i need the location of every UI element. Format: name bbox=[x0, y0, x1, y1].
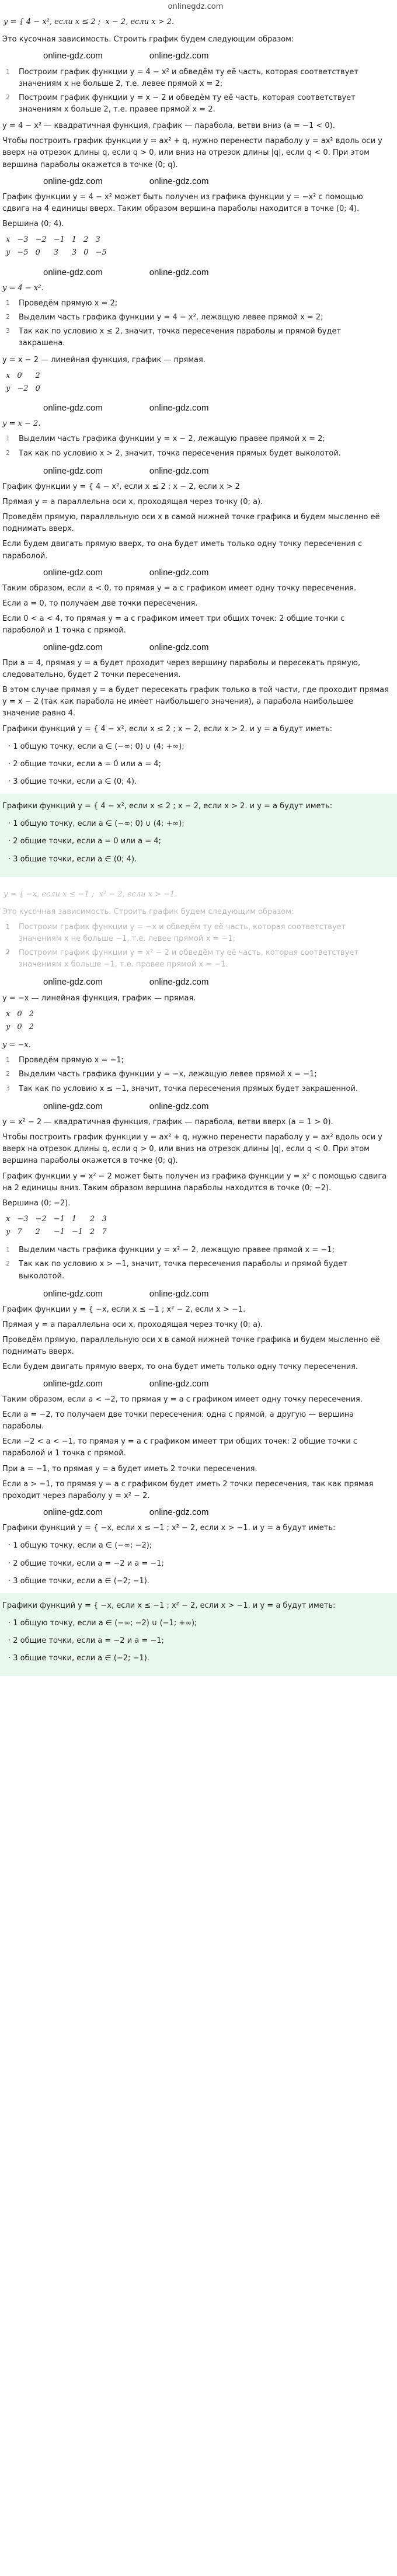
list-item: 3 Так как по условию x ≤ −1, значит, точка пересечения прямых будет закрашенной. bbox=[6, 1084, 358, 1093]
table-row: x 0 2 bbox=[6, 371, 40, 380]
list-item: 1 Проведём прямую x = 2; bbox=[6, 299, 118, 308]
watermark: online-gdz.com bbox=[149, 977, 209, 988]
list-item: 1 Проведём прямую x = −1; bbox=[6, 1056, 124, 1065]
task1-summary bbox=[8, 741, 389, 788]
watermark: online-gdz.com bbox=[149, 567, 209, 578]
task1-answer-block bbox=[0, 794, 397, 877]
watermark: online-gdz.com bbox=[43, 267, 103, 277]
task1-shift-rule: Чтобы построить график функции y = ax² + q, нужно перенести параболу y = ax² вдоль оси y вверх на отрезок длины q, если q > 0, или вниз на отрезок длины |q|, если q < 0. При этом вершина параболы окажется в точке (0; q). bbox=[2, 137, 382, 169]
table-row: x −3 −2 −1 1 2 3 bbox=[6, 235, 100, 245]
watermark: online-gdz.com bbox=[149, 1507, 209, 1517]
watermark: online-gdz.com bbox=[149, 1378, 209, 1389]
list-item: 2 Выделим часть графика функции y = −x, лежащую левее прямой x = −1; bbox=[6, 1070, 317, 1079]
task2-analysis-4: Если a = −2, то получаем две точки пересечения: одна с прямой, а другую — вершина параболы. bbox=[2, 1410, 354, 1431]
task1-graph-label: График функции y = { 4 − x², если x ≤ 2 ; x − 2, если x > 2 bbox=[2, 482, 240, 491]
task2-analysis-6: При a = −1, то прямая y = a будет иметь 2 точки пересечения. bbox=[2, 1464, 257, 1473]
list-item: 1 Выделим часть графика функции y = x − 2, лежащую правее прямой x = 2; bbox=[6, 434, 325, 444]
task1-parabola-info: y = 4 − x² — квадратичная функция, график — парабола, ветви вниз (a = −1 < 0). bbox=[2, 121, 335, 131]
table-row: x 0 2 bbox=[6, 1009, 34, 1018]
list-item: 2 Так как по условию x > 2, значит, точка пересечения прямых будет выколотой. bbox=[6, 449, 341, 458]
task2-answer-block bbox=[0, 1593, 397, 1677]
task2-analysis-7: Если a > −1, то прямая y = a с графиком будет иметь 2 точки пересечения, так как прямая проходит через параболу y = x² − 2. bbox=[2, 1479, 374, 1500]
task2-summary bbox=[8, 1540, 389, 1587]
list-item: 2 Выделим часть графика функции y = 4 − x², лежащую левее прямой x = 2; bbox=[6, 313, 323, 322]
task2-steps3 bbox=[2, 1244, 389, 1282]
list-item: · 3 общие точки, если a ∈ (−2; −1). bbox=[8, 1654, 149, 1663]
task1-vertex: Вершина (0; 4). bbox=[2, 220, 64, 229]
task1-analysis-1: Проведём прямую, параллельную оси x в самой нижней точке графика и будем мысленно её поднимать вверх. bbox=[2, 513, 380, 534]
watermark: online-gdz.com bbox=[43, 642, 103, 652]
list-item: · 1 общую точку, если a ∈ (−∞; −2) ∪ (−1; +∞); bbox=[8, 1618, 197, 1628]
list-item: · 3 общие точки, если a ∈ (−2; −1). bbox=[8, 1576, 149, 1586]
task2-line-info: y = −x — линейная функция, график — прямая. bbox=[2, 993, 196, 1003]
watermark: online-gdz.com bbox=[43, 1378, 103, 1389]
task2-shift-apply: График функции y = x² − 2 может быть получен из графика функции y = x² с помощью сдвига на 2 единицы вниз. Таким образом вершина параболы находится в точке (0; −2). bbox=[2, 1171, 387, 1193]
site-name[interactable]: onlinegdz.com bbox=[168, 2, 224, 11]
watermark: online-gdz.com bbox=[43, 1288, 103, 1299]
watermark: online-gdz.com bbox=[43, 465, 103, 476]
task1-analysis-5: Если 0 < a < 4, то прямая y = a с графиком имеет три общих точек: 2 общие точки с параболой и 1 точка с прямой. bbox=[2, 614, 345, 635]
task1-steps3 bbox=[2, 433, 389, 459]
task2-answer-label: Графики функций y = { −x, если x ≤ −1 ; x² − 2, если x > −1. и y = a будут иметь: bbox=[2, 1601, 336, 1610]
list-item: 2 Построим график функции y = x − 2 и обведём ту её часть, которая соответствует значениям x больше 2, т.е. правее прямой x = 2. bbox=[6, 93, 356, 114]
watermark: online-gdz.com bbox=[149, 1101, 209, 1111]
task2-graph-label: График функции y = { −x, если x ≤ −1 ; x² − 2, если x > −1. bbox=[2, 1305, 246, 1314]
list-item: 1 Выделим часть графика функции y = x² − 2, лежащую правее прямой x = −1; bbox=[6, 1246, 335, 1255]
task2-vertex: Вершина (0; −2). bbox=[2, 1198, 71, 1208]
task2-system: y = { −x, если x ≤ −1 ; x² − 2, если x > −1. bbox=[4, 889, 177, 899]
task1-analysis-4: Если a = 0, то получаем две точки пересечения. bbox=[2, 599, 198, 609]
list-item: · 3 общие точки, если a ∈ (0; 4). bbox=[8, 854, 137, 864]
task2-intro: Это кусочная зависимость. Строить график будем следующим образом: bbox=[2, 907, 294, 916]
task1-value-table bbox=[5, 234, 113, 259]
list-item: · 2 общие точки, если a = −2 и a = −1; bbox=[8, 1559, 164, 1568]
watermark: online-gdz.com bbox=[43, 567, 103, 578]
task2-analysis-2: Если будем двигать прямую вверх, то она будет иметь только одну точку пересечения. bbox=[2, 1362, 358, 1372]
task2-line-func: y = −x. bbox=[2, 1041, 31, 1050]
watermark: online-gdz.com bbox=[149, 1288, 209, 1299]
task2-analysis-1: Проведём прямую, параллельную оси x в самой нижней точке графика и будем мысленно её поднимать вверх. bbox=[2, 1336, 380, 1357]
task1-line-table bbox=[5, 370, 46, 395]
list-item: · 3 общие точки, если a ∈ (0; 4). bbox=[8, 777, 137, 786]
task2-shift-rule: Чтобы построить график функции y = ax² + q, нужно перенести параболу y = ax² вдоль оси y вверх на отрезок длины q, если q > 0, или вниз на отрезок длины |q|, если q < 0. При этом вершина параболы окажется в точке (0; q). bbox=[2, 1133, 382, 1166]
task1-analysis-2: Если будем двигать прямую вверх, то она будет иметь только одну точку пересечения с параболой. bbox=[2, 540, 363, 561]
task2-analysis-0: Прямая y = a параллельна оси x, проходящая через точку (0; a). bbox=[2, 1320, 263, 1330]
list-item: · 2 общие точки, если a = 0 или a = 4; bbox=[8, 759, 161, 769]
watermark: online-gdz.com bbox=[149, 465, 209, 476]
watermark: online-gdz.com bbox=[149, 176, 209, 186]
task1-line-info: y = x − 2 — линейная функция, график — прямая. bbox=[2, 355, 206, 364]
list-item: · 1 общую точку, если a ∈ (−∞; 0) ∪ (4; +∞); bbox=[8, 742, 184, 751]
task1-steps bbox=[2, 67, 389, 116]
list-item: · 2 общие точки, если a = 0 или a = 4; bbox=[8, 837, 161, 846]
list-item: · 1 общую точку, если a ∈ (−∞; 0) ∪ (4; +∞); bbox=[8, 819, 184, 829]
table-row: y 0 2 bbox=[6, 1023, 34, 1032]
task1-intro: Это кусочная зависимость. Строить график будем следующим образом: bbox=[2, 35, 294, 44]
task1-summary-label: Графики функций y = { 4 − x², если x ≤ 2 ; x − 2, если x > 2. и y = a будут иметь: bbox=[2, 724, 333, 733]
task2-steps bbox=[2, 922, 389, 971]
task1-analysis-0: Прямая y = a параллельна оси x, проходящая через точку (0; a). bbox=[2, 498, 263, 507]
task1-func: y = 4 − x². bbox=[2, 283, 44, 293]
task1-line-func: y = x − 2. bbox=[2, 419, 41, 429]
task1-answer bbox=[8, 818, 389, 865]
table-row: y 7 2 −1 −1 2 7 bbox=[6, 1228, 107, 1237]
list-item: 1 Построим график функции y = −x и обведём ту её часть, которая соответствует значениям x не больше −1, т.е. левее прямой x = −1; bbox=[6, 922, 346, 944]
task1-analysis-6: При a = 4, прямая y = a будет проходит через вершину параболы и пересекать прямую, следовательно, будет 2 точки пересечения. bbox=[2, 658, 361, 679]
task-2 bbox=[2, 889, 389, 1677]
list-item: 2 Построим график функции y = x² − 2 и обведём ту её часть, которая соответствует значениям x больше −1, т.е. правее прямой x = −1. bbox=[6, 948, 358, 969]
list-item: · 2 общие точки, если a = −2 и a = −1; bbox=[8, 1636, 164, 1646]
table-row: y −5 0 3 3 0 −5 bbox=[6, 248, 107, 258]
watermark: online-gdz.com bbox=[149, 642, 209, 652]
task1-shift-apply: График функции y = 4 − x² может быть получен из графика функции y = −x² с помощью сдвига на 4 единицы вверх. Таким образом вершина параболы находится в точке (0; 4). bbox=[2, 192, 363, 214]
watermark: online-gdz.com bbox=[43, 176, 103, 186]
task1-answer-label: Графики функций y = { 4 − x², если x ≤ 2 ; x − 2, если x > 2. и y = a будут иметь: bbox=[2, 802, 333, 811]
watermark: online-gdz.com bbox=[149, 267, 209, 277]
task2-value-table bbox=[5, 1213, 113, 1239]
task2-analysis-3: Таким образом, если a < −2, то прямая y = a с графиком имеет одну точку пересечения. bbox=[2, 1395, 363, 1404]
watermark: online-gdz.com bbox=[43, 402, 103, 413]
watermark: online-gdz.com bbox=[43, 1101, 103, 1111]
watermark: online-gdz.com bbox=[149, 51, 209, 61]
task1-analysis-3: Таким образом, если a < 0, то прямая y = a с графиком имеет одну точку пересечения. bbox=[2, 584, 357, 593]
watermark: online-gdz.com bbox=[43, 1507, 103, 1517]
list-item: 2 Так как по условию x > −1, значит, точка пересечения параболы и прямой будет выколотой. bbox=[6, 1260, 347, 1281]
task2-analysis-5: Если −2 < a < −1, то прямая y = a с графиком имеет три общих точек: 2 общие точки с параболой и 1 точка с прямой. bbox=[2, 1437, 358, 1458]
list-item: 3 Так как по условию x ≤ 2, значит, точка пересечения параболы и прямой будет закрашена. bbox=[6, 327, 342, 348]
task-1 bbox=[2, 16, 389, 877]
task2-steps2 bbox=[2, 1055, 389, 1094]
list-item: · 1 общую точку, если a ∈ (−∞; −2); bbox=[8, 1541, 152, 1551]
watermark: online-gdz.com bbox=[43, 51, 103, 61]
table-row: y −2 0 bbox=[6, 384, 40, 393]
watermark: online-gdz.com bbox=[149, 402, 209, 413]
task1-system: y = { 4 − x², если x ≤ 2 ; x − 2, если x > 2. bbox=[4, 18, 175, 26]
task1-steps2 bbox=[2, 298, 389, 350]
task2-line-table bbox=[5, 1008, 40, 1034]
task2-parabola-info: y = x² − 2 — квадратичная функция, график — парабола, ветви вверх (a = 1 > 0). bbox=[2, 1117, 333, 1127]
task2-answer bbox=[8, 1618, 389, 1664]
list-item: 1 Построим график функции y = 4 − x² и обведём ту её часть, которая соответствует значениям x не больше 2, т.е. левее прямой x = 2; bbox=[6, 67, 358, 88]
task2-summary-label: Графики функций y = { −x, если x ≤ −1 ; x² − 2, если x > −1. и y = a будут иметь: bbox=[2, 1524, 336, 1533]
table-row: x −3 −2 −1 1 2 3 bbox=[6, 1214, 107, 1223]
task1-analysis-7: В этом случае прямая y = a будет пересекать график только в той части, где проходит прямая y = x − 2 (так как парабола не имеет наибольшего значения), а парабола наибольшее значение равно 4. bbox=[2, 686, 389, 718]
site-header bbox=[2, 0, 389, 13]
watermark: online-gdz.com bbox=[43, 977, 103, 988]
